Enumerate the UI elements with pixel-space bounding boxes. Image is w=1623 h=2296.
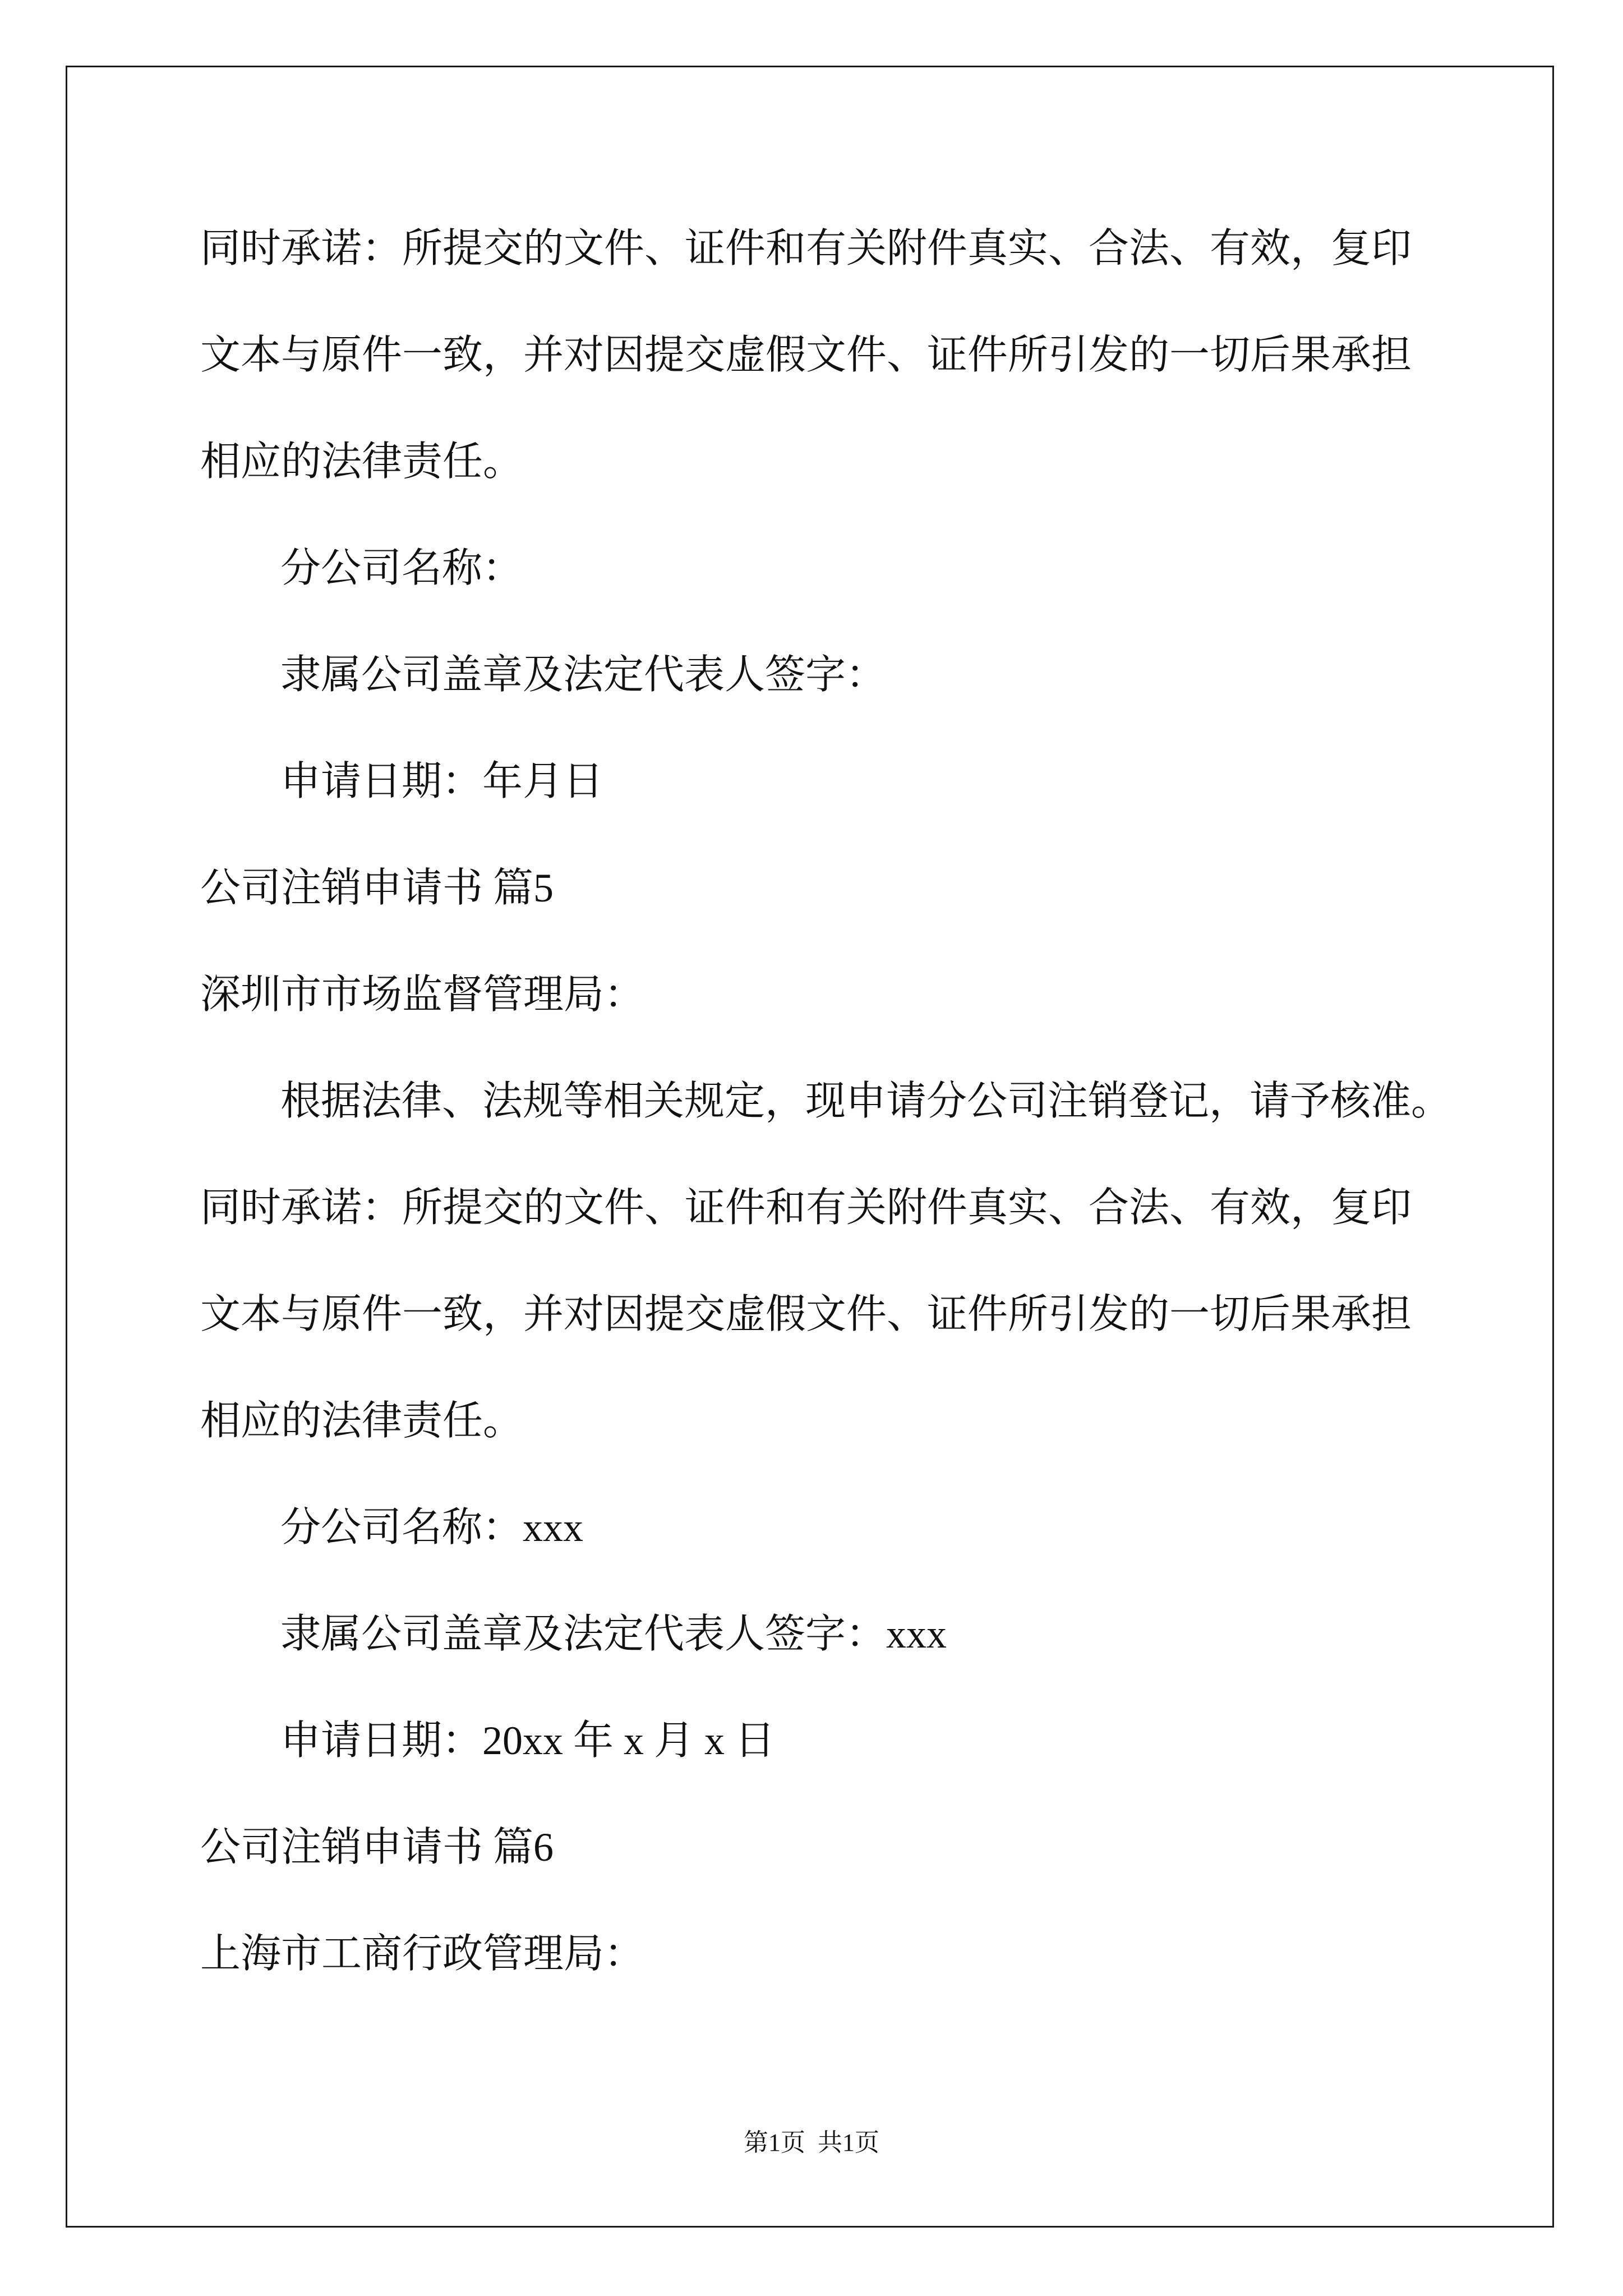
page-number: 第1页 共1页 <box>744 2129 879 2156</box>
commitment-text-line: 文本与原件一致，并对因提交虚假文件、证件所引发的一切后果承担 <box>200 333 1412 378</box>
section-heading: 公司注销申请书 篇6 <box>200 1825 554 1870</box>
addressee: 上海市工商行政管理局： <box>200 1931 645 1976</box>
commitment-text-line: 同时承诺：所提交的文件、证件和有关附件真实、合法、有效，复印 <box>200 226 1412 271</box>
application-date-field: 申请日期：年月日 <box>280 759 604 804</box>
commitment-text-line: 相应的法律责任。 <box>200 1398 524 1443</box>
branch-name-field: 分公司名称：xxx <box>280 1505 584 1550</box>
branch-name-field: 分公司名称： <box>280 546 523 591</box>
commitment-text-line: 文本与原件一致，并对因提交虚假文件、证件所引发的一切后果承担 <box>200 1292 1412 1337</box>
commitment-text-line: 同时承诺：所提交的文件、证件和有关附件真实、合法、有效，复印 <box>200 1185 1412 1230</box>
addressee: 深圳市市场监督管理局： <box>200 972 645 1017</box>
application-date-field: 申请日期：20xx 年 x 月 x 日 <box>280 1718 776 1763</box>
section-heading: 公司注销申请书 篇5 <box>200 866 554 910</box>
request-text: 根据法律、法规等相关规定，现申请分公司注销登记，请予核准。 <box>280 1079 1452 1124</box>
commitment-text-line: 相应的法律责任。 <box>200 439 524 484</box>
document-body <box>200 195 1490 2007</box>
signature-field: 隶属公司盖章及法定代表人签字：xxx <box>280 1612 947 1657</box>
signature-field: 隶属公司盖章及法定代表人签字： <box>280 652 887 697</box>
